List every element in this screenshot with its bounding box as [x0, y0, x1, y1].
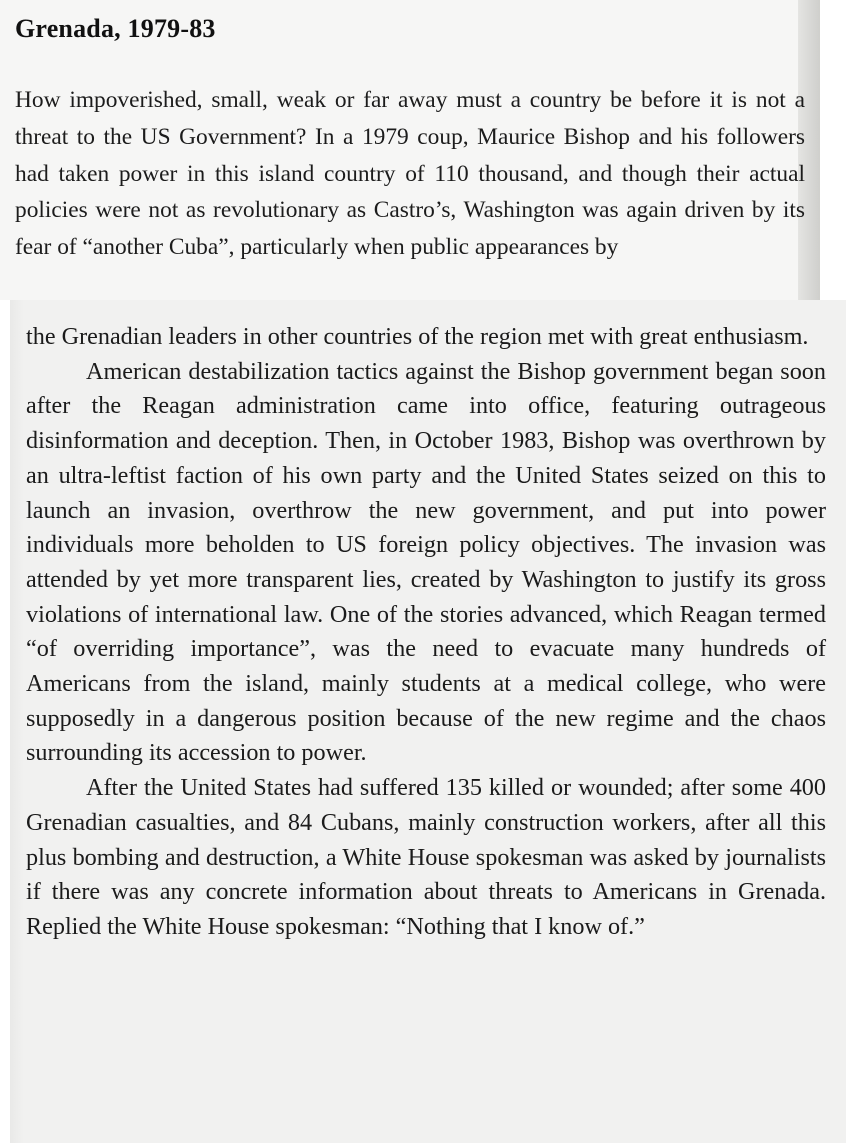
- continuation-paragraph: the Grenadian leaders in other countries of the region met with great enthusiasm.: [26, 323, 809, 350]
- destabilization-paragraph: American destabilization tactics against the Bishop government began soon after the Reagan administration came into office, featuring outrageous disinformation and deception. Then, in October 1983, Bishop was overthrown by an ultra-leftist faction of his own party and the United States seized on this to launch an invasion, overthrow the new government, and put into power individuals more beholden to US foreign policy objectives. The invasion was attended by yet more transparent lies, created by Washington to justify its gross violations of international law. One of the stories advanced, which Reagan termed “of overriding importance”, was the need to evacuate many hundreds of Americans from the island, mainly students at a medical college, who were supposedly in a dangerous position because of the new regime and the chaos surrounding its accession to power.: [26, 357, 826, 767]
- bottom-page-scan: [10, 300, 846, 1143]
- bleed-through-text: [10, 0, 790, 12]
- casualties-paragraph: After the United States had suffered 135 killed or wounded; after some 400 Grenadian casualties, and 84 Cubans, mainly construction workers, after all this plus bombing and destruction, a White House spokesman was asked by journalists if there was any concrete information about threats to Americans in Grenada. Replied the White House spokesman: “Nothing that I know of.”: [26, 774, 826, 940]
- body-text: [26, 320, 826, 945]
- section-title: Grenada, 1979-83: [15, 14, 216, 43]
- top-clipping: [0, 0, 820, 300]
- scan-gutter: [10, 300, 24, 1143]
- intro-paragraph: How impoverished, small, weak or far away must a country be before it is not a threat to the US Government? In a 1979 coup, Maurice Bishop and his followers had taken power in this island country of 110 thousand, and though their actual policies were not as revolutionary as Castro’s, Washington was again driven by its fear of “another Cuba”, particularly when public appearances by: [15, 87, 805, 261]
